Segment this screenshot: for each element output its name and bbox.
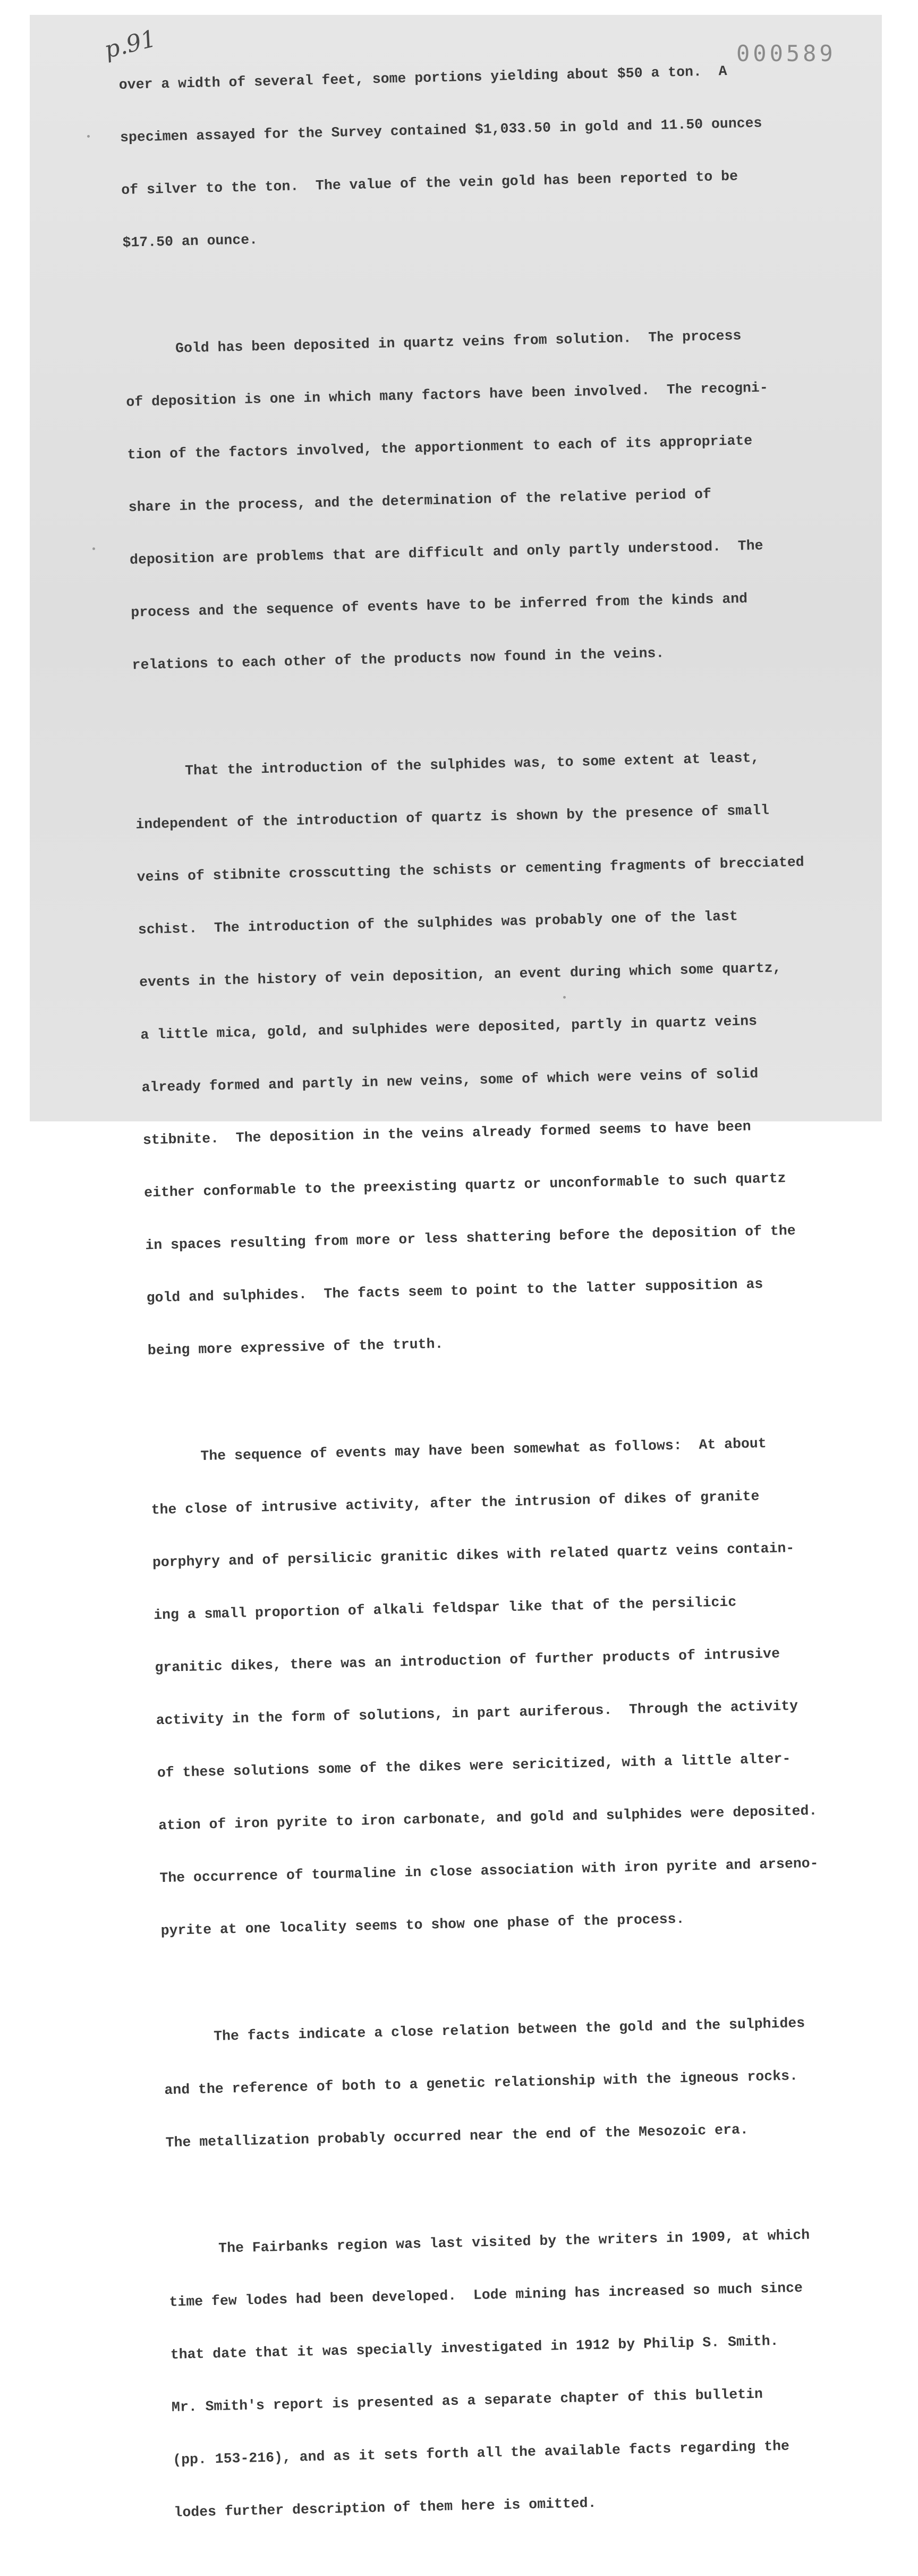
text-line: a little mica, gold, and sulphides were deposited, partly in quartz veins: [140, 1013, 758, 1043]
text-line: either conformable to the preexisting quartz or unconformable to such quartz: [143, 1170, 786, 1201]
text-line: Gold has been deposited in quartz veins from solution. The process: [175, 327, 742, 357]
text-line: (pp. 153-216), and as it sets forth all the available facts regarding the: [172, 2438, 790, 2468]
text-line: porphyry and of persilicic granitic dikes with related quartz veins contain-: [152, 1540, 795, 1571]
typed-body-text: [118, 26, 877, 2576]
paper-speck: [87, 135, 90, 138]
text-line: of these solutions some of the dikes were sericitized, with a little alter-: [157, 1751, 791, 1781]
text-line: gold and sulphides. The facts seem to point to the latter supposition as: [146, 1276, 763, 1306]
text-line: granitic dikes, there was an introduction of further products of intrusive: [155, 1645, 780, 1676]
text-line: Mr. Smith's report is presented as a separate chapter of this bulletin: [171, 2386, 763, 2415]
text-line: lodes further description of them here is omitted.: [174, 2495, 597, 2521]
text-line: already formed and partly in new veins, some of which were veins of solid: [141, 1066, 759, 1096]
text-line: $17.50 an ounce.: [122, 232, 258, 251]
text-line: relations to each other of the products now found in the veins.: [132, 645, 665, 673]
text-line: The facts indicate a close relation between the gold and the sulphides: [213, 2015, 805, 2045]
text-line: share in the process, and the determination of the relative period of: [128, 486, 712, 516]
text-line: tion of the factors involved, the apportionment to each of its appropriate: [127, 433, 753, 463]
paragraph: [133, 713, 849, 1395]
text-line: schist. The introduction of the sulphides was probably one of the last: [138, 908, 738, 938]
text-line: ing a small proportion of alkali feldspar like that of the persilicic: [153, 1594, 737, 1624]
text-line: specimen assayed for the Survey contained $1,033.50 in gold and 11.50 ounces: [120, 115, 762, 146]
paragraph: [124, 290, 834, 710]
paragraph: [118, 26, 824, 287]
paragraph: [162, 1978, 868, 2187]
text-line: independent of the introduction of quartz is shown by the presence of small: [135, 802, 770, 833]
text-line: of deposition is one in which many factors have been involved. The recogni-: [126, 379, 769, 410]
text-line: that date that it was specially investigated in 1912 by Philip S. Smith.: [170, 2333, 779, 2363]
text-line: deposition are problems that are difficult and only partly understood. The: [129, 537, 763, 568]
text-line: The metallization probably occurred near the end of the Mesozoic era.: [165, 2122, 749, 2151]
text-line: being more expressive of the truth.: [147, 1336, 444, 1359]
text-line: and the reference of both to a genetic relationship with the igneous rocks.: [164, 2067, 798, 2099]
text-line: in spaces resulting from more or less shattering before the deposition of the: [145, 1222, 796, 1254]
text-line: That the introduction of the sulphides was, to some extent at least,: [184, 749, 760, 779]
text-line: activity in the form of solutions, in part auriferous. Through the activity: [156, 1697, 798, 1729]
text-line: time few lodes had been developed. Lode mining has increased so much since: [169, 2279, 803, 2310]
text-line: The occurrence of tourmaline in close association with iron pyrite and arseno-: [159, 1855, 819, 1887]
text-line: veins of stibnite crosscutting the schists or cementing fragments of brecciated: [137, 854, 805, 885]
text-line: the close of intrusive activity, after the intrusion of dikes of granite: [151, 1488, 760, 1518]
paper-speck: [92, 547, 95, 550]
handwritten-page-note: p.91: [101, 24, 159, 64]
paragraph: [149, 1398, 863, 1975]
text-line: The sequence of events may have been somewhat as follows: At about: [200, 1435, 767, 1465]
paragraph: [167, 2190, 876, 2557]
stamp-number: 000589: [736, 40, 836, 66]
text-line: stibnite. The deposition in the veins already formed seems to have been: [142, 1118, 751, 1148]
text-line: The Fairbanks region was last visited by the writers in 1909, at which: [218, 2227, 810, 2257]
text-line: over a width of several feet, some portions yielding about $50 a ton. A: [118, 63, 727, 93]
text-line: events in the history of vein deposition, an event during which some quartz,: [139, 960, 781, 991]
text-line: ation of iron pyrite to iron carbonate, and gold and sulphides were deposited.: [158, 1802, 818, 1834]
text-line: pyrite at one locality seems to show one phase of the process.: [160, 1911, 685, 1939]
text-line: of silver to the ton. The value of the vein gold has been reported to be: [121, 168, 738, 198]
text-line: process and the sequence of events have to be inferred from the kinds and: [131, 590, 748, 621]
